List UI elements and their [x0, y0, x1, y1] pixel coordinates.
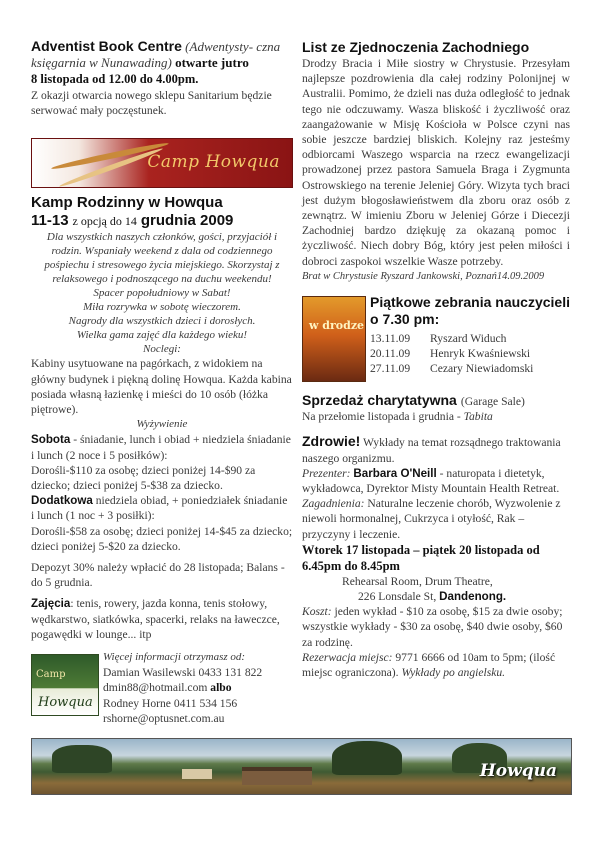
teachers-title: Piątkowe zebrania nauczycieli o 7.30 pm:: [370, 294, 570, 328]
health-cost: Koszt: jeden wykład - $10 za osobę, $15 za dwie osoby; wszystkie wykłady - $30 za osobę, $40 dwie osoby, $60 za rodzinę.: [302, 605, 563, 649]
contact-email-link[interactable]: rshorne@optusnet.com.au: [103, 711, 225, 725]
letter-title: List ze Zjednoczenia Zachodniego: [302, 39, 530, 55]
adventist-section: [31, 38, 293, 118]
teachers-section: [302, 294, 570, 384]
sale-section: [302, 392, 570, 424]
contact-line: Damian Wasilewski 0433 131 822: [103, 666, 263, 680]
letter-signature: Brat w Chrystusie Ryszard Jankowski, Poznań14.09.2009: [302, 270, 545, 282]
extra-package: Dodatkowa niedziela obiad, + poniedziałek śniadanie i lunch (1 noc + 3 posiłki):: [31, 494, 288, 523]
book-cover-image: w drodze: [302, 296, 366, 382]
health-intro: Wykłady na temat rozsądnego traktowania naszego organizmu.: [302, 436, 561, 465]
tree-icon: [52, 745, 112, 773]
sale-body: Na przełomie listopada i grudnia - Tabita: [302, 410, 493, 424]
activities-text: Zajęcia: tenis, rowery, jazda konna, tenis stołowy, wędkarstwo, siatkówka, spacerki, relaks na ławeczce, pogawędki w lounge... itp: [31, 597, 280, 641]
nights-text: Kabiny usytuowane na pagórkach, z widokiem na główny budynek i piękną dolinę Howqua. Każda kabina posiada własną łazienkę i mieści do 10 osób (łóżka piętrowe).: [31, 357, 292, 417]
camp-section: [31, 194, 293, 642]
adventist-body: Z okazji otwarcia nowego sklepu Sanitarium będzie serwować mały poczęstunek.: [31, 89, 272, 118]
camp-intro: Dla wszystkich naszych członków, gości, przyjaciół i rodzin. Wspaniały weekend z dala od codziennego pośpiechu i stresowego życia miejskiego. Skorzystaj z relaksowego i podnoszącego na duchu weekendu!: [44, 231, 280, 286]
contact-email-link[interactable]: dmin88@hotmail.com: [103, 681, 208, 695]
camp-highlight: Wielka gama zajęć dla każdego wieku!: [76, 329, 248, 342]
sale-title-extra: (Garage Sale): [460, 395, 525, 409]
food-label: Wyżywienie: [136, 418, 188, 431]
saturday-package: Sobota - śniadanie, lunch i obiad + niedziela śniadanie i lunch (2 noce i 5 posiłków):: [31, 433, 291, 462]
adventist-open-phrase: otwarte jutro: [175, 55, 249, 70]
nights-label: Noclegi:: [143, 343, 181, 356]
teachers-row: 20.11.09 Henryk Kwaśniewski: [370, 347, 531, 361]
camp-highlight: Spacer popołudniowy w Sabat!: [93, 287, 231, 300]
cabin-icon: [182, 769, 212, 779]
camp-howqua-banner: [31, 138, 293, 188]
photo-caption: Howqua: [479, 761, 557, 781]
deposit-text: Depozyt 30% należy wpłacić do 28 listopada; Balans - do 5 grudnia.: [31, 561, 285, 590]
adventist-title-paren2: czna księgarnia w Nunawading): [31, 39, 281, 70]
adventist-title-paren: (Adwentysty-: [185, 39, 254, 54]
camp-title: Kamp Rodzinny w Howqua: [31, 194, 223, 212]
contact-section: [31, 650, 293, 734]
camp-highlight: Miła rozrywka w sobotę wieczorem.: [83, 301, 241, 314]
camp-highlight: Nagrody dla wszystkich dzieci i dorosłych.: [68, 315, 256, 328]
teachers-row: 13.11.09 Ryszard Widuch: [370, 332, 507, 346]
saturday-prices: Dorośli-$110 za osobę; dzieci poniżej 14-$90 za dziecko; dzieci poniżej 5-$38 za dziecko.: [31, 463, 256, 493]
sale-title: Sprzedaż charytatywna: [302, 392, 457, 409]
health-section: [302, 434, 570, 680]
letter-section: [302, 38, 570, 284]
health-when: Wtorek 17 listopada – piątek 20 listopada od 6.45pm do 8.45pm: [302, 542, 540, 573]
health-registration: Rezerwacja miejsc: 9771 6666 od 10am to 5pm; (ilość miejsc ograniczona). Wykłady po angielsku.: [302, 650, 556, 680]
cabin-icon: [242, 767, 312, 785]
adventist-title: Adventist Book Centre: [31, 38, 182, 54]
extra-prices: Dorośli-$58 za osobę; dzieci poniżej 14-$45 za dziecko; dzieci poniżej 5-$20 za dziecko.: [31, 524, 293, 553]
letter-body: Drodzy Bracia i Miłe siostry w Chrystusie. Przesyłam najlepsze pozdrowienia dla całej rodziny Polonijnej w Australii. Pomimo, że dzieli nas duża odległość to jednak tego nie odczuwamy. Wasza bliskość i życzliwość oraz zaangażowanie w Misję Kościoła w Polsce czyni nas sobie jeszcze bardziej bliskich. Kolejny raz jesteśmy odbiorcami Waszego wsparcia na rzecz ewangelizacji prowadzonej przez pastora Samuela Braga i Zygmunta Ostrowskiego na terenie Jeleniej Góry. Wizyta tych braci jest dużym błogosławieństwem dla zboru oraz osób z zewnątrz. W imieniu Zboru w Jeleniej Górze i Diecezji Zachodniej bardzo dziękuję za okazaną pomoc i życzliwość. Niech dobry Bóg, który jest pełen miłości i dobroci zaspokoi wszelkie Wasze potrzeby.: [302, 57, 570, 268]
adventist-open-time: 8 listopada od 12.00 do 4.00pm.: [31, 72, 199, 86]
contact-heading: Więcej informacji otrzymasz od:: [103, 651, 246, 664]
health-presenter: Prezenter: Barbara O'Neill - naturopata i dietetyk, wykładowca, Dyrektor Misty Mountain Health Retreat.: [302, 466, 560, 496]
health-title: Zdrowie!: [302, 433, 361, 450]
camp-howqua-logo: Camp Howqua: [31, 654, 99, 716]
tree-icon: [332, 741, 402, 775]
health-venue: 226 Lonsdale St, Dandenong.: [358, 590, 507, 604]
health-venue: Rehearsal Room, Drum Theatre,: [342, 574, 493, 588]
camp-dates: 11-13 z opcją do 14 grudnia 2009: [31, 212, 234, 230]
right-column: [302, 38, 570, 680]
health-topics: Zagadnienia: Naturalne leczenie chorób, Wyzwolenie z niewoli hormonalnej, Cukrzyca i otyłość, Rak – przyczyny i leczenie.: [302, 497, 561, 541]
teachers-row: 27.11.09 Cezary Niewiadomski: [370, 362, 534, 376]
camp-howqua-logo-text: Camp Howqua: [147, 152, 280, 173]
contact-line: dmin88@hotmail.com albo: [103, 681, 232, 695]
left-column: [31, 38, 293, 734]
howqua-landscape-photo: [31, 738, 572, 795]
contact-line: Rodney Horne 0411 534 156: [103, 696, 238, 710]
